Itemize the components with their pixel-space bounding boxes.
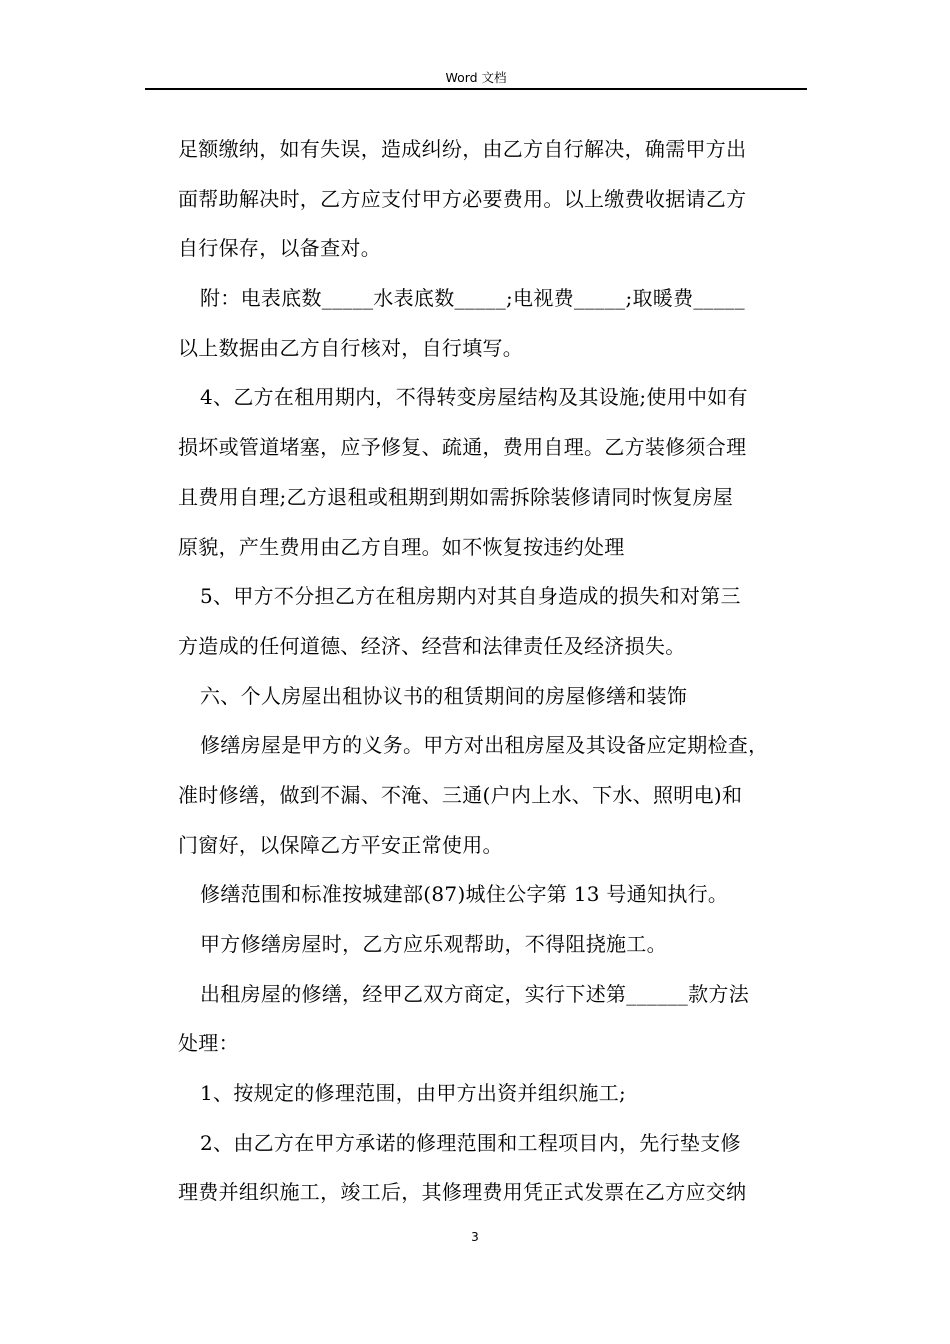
text-line: 处理： — [178, 1031, 239, 1056]
text-line: 准时修缮，做到不漏、不淹、三通(户内上水、下水、照明电)和 — [178, 782, 743, 807]
text-line: 理费并组织施工，竣工后，其修理费用凭正式发票在乙方应交纳 — [178, 1180, 747, 1205]
text-line: 门窗好，以保障乙方平安正常使用。 — [178, 832, 503, 857]
text-line: 出租房屋的修缮，经甲乙双方商定，实行下述第______款方法 — [200, 981, 749, 1006]
text-line: 4、乙方在租用期内，不得转变房屋结构及其设施;使用中如有 — [200, 385, 748, 410]
text-line: 修缮范围和标准按城建部(87)城住公字第 13 号通知执行。 — [200, 882, 729, 907]
text-line: 损坏或管道堵塞，应予修复、疏通，费用自理。乙方装修须合理 — [178, 435, 747, 460]
text-line: 修缮房屋是甲方的义务。甲方对出租房屋及其设备应定期检查， — [200, 733, 769, 758]
text-line: 面帮助解决时，乙方应支付甲方必要费用。以上缴费收据请乙方 — [178, 186, 747, 211]
text-line: 以上数据由乙方自行核对，自行填写。 — [178, 335, 524, 360]
text-line: 1、按规定的修理范围，由甲方出资并组织施工; — [200, 1081, 627, 1106]
page-header — [145, 66, 807, 90]
header-title: Word 文档 — [445, 70, 507, 85]
text-line: 甲方修缮房屋时，乙方应乐观帮助，不得阻挠施工。 — [200, 932, 667, 956]
text-line: 2、由乙方在甲方承诺的修理范围和工程项目内，先行垫支修 — [200, 1130, 741, 1155]
text-line: 附：电表底数_____水表底数_____;电视费_____;取暖费_____ — [200, 286, 745, 311]
document-body — [178, 125, 818, 1218]
text-line: 自行保存，以备查对。 — [178, 236, 381, 261]
text-line: 足额缴纳，如有失误，造成纠纷，由乙方自行解决，确需甲方出 — [178, 137, 747, 161]
page-number: 3 — [471, 1230, 479, 1244]
text-line: 方造成的任何道德、经济、经营和法律责任及经济损失。 — [178, 633, 686, 658]
section-heading: 六、个人房屋出租协议书的租赁期间的房屋修缮和装饰 — [200, 683, 688, 708]
text-line: 且费用自理;乙方退租或租期到期如需拆除装修请同时恢复房屋 — [178, 484, 734, 509]
text-line: 原貌，产生费用由乙方自理。如不恢复按违约处理 — [178, 534, 625, 559]
text-line: 5、甲方不分担乙方在租房期内对其自身造成的损失和对第三 — [200, 584, 741, 609]
